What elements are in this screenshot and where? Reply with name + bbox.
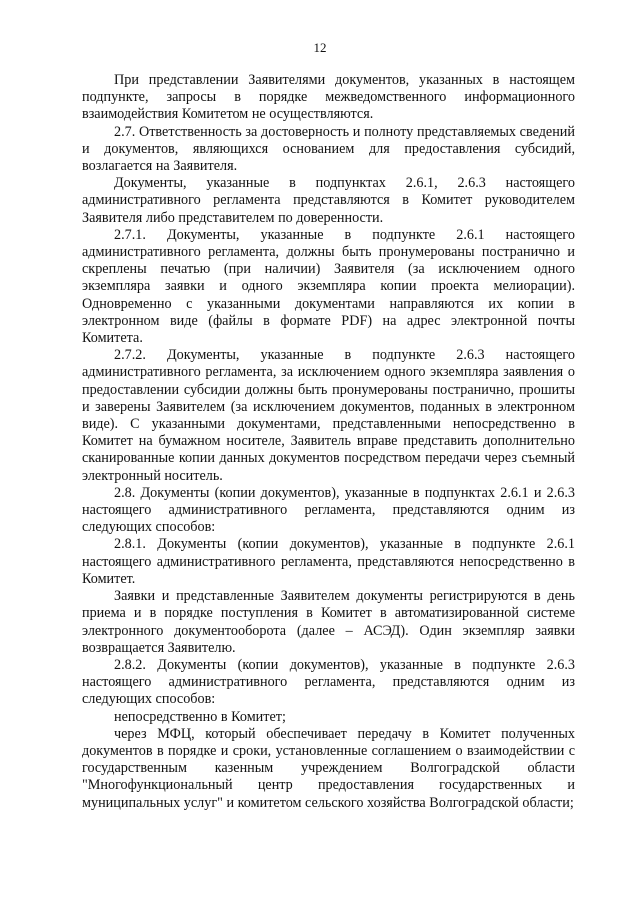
paragraph-2-7-2: 2.7.2. Документы, указанные в подпункте 2.6.3 настоящего административного регламента, за исключением одного экземпляра заявления о предоставлении субсидии должны быть пронумерованы постранично, прошиты и заверены Заявителем (за исключением документов, поданных в электронном виде). С указанными документами, представленными непосредственно в Комитет на бумажном носителе, Заявитель вправе представить дополнительно сканированные копии данных документов посредством передачи через съемный электронный носитель. (82, 347, 575, 484)
paragraph-documents-submission: Документы, указанные в подпунктах 2.6.1, 2.6.3 настоящего административного регламента представляются в Комитет руководителем Заявителя либо представителем по доверенности. (82, 175, 575, 226)
list-item-direct: непосредственно в Комитет; (114, 708, 286, 725)
page-number: 12 (313, 40, 327, 55)
paragraph-2-8-1: 2.8.1. Документы (копии документов), указанные в подпункте 2.6.1 настоящего административного регламента, представляются непосредственно в Комитет. (82, 536, 575, 587)
document-body (82, 72, 575, 812)
paragraph-2-7: 2.7. Ответственность за достоверность и полноту представляемых сведений и документов, являющихся основанием для предоставления субсидий, возлагается на Заявителя. (82, 123, 575, 175)
paragraph-2-8-2: 2.8.2. Документы (копии документов), указанные в подпункте 2.6.3 настоящего административного регламента, представляются одним из следующих способов: (82, 656, 575, 708)
paragraph-2-7-1: 2.7.1. Документы, указанные в подпункте 2.6.1 настоящего административного регламента, должны быть пронумерованы постранично и скреплены печатью (при наличии) Заявителя (за исключением одного экземпляра заявки и одного экземпляра копии проекта мелиорации). Одновременно с указанными документами направляются их копии в электронном виде (файлы в формате PDF) на адрес электронной почты Комитета. (82, 226, 575, 347)
list-item-mfc: через МФЦ, который обеспечивает передачу в Комитет полученных документов в порядке и сроки, установленные соглашением о взаимодействии с государственным казенным учреждением Волгоградской области "Многофункциональный центр предоставления государственных и муниципальных услуг" и комитетом сельского хозяйства Волгоградской области; (82, 725, 575, 811)
paragraph-2-8: 2.8. Документы (копии документов), указанные в подпунктах 2.6.1 и 2.6.3 настоящего административного регламента, представляются одним из следующих способов: (82, 484, 575, 536)
paragraph-registration: Заявки и представленные Заявителем документы регистрируются в день приема и в порядке поступления в Комитет в автоматизированной системе электронного документооборота (далее – АСЭД). Один экземпляр заявки возвращается Заявителю. (82, 588, 575, 656)
paragraph-intro: При представлении Заявителями документов, указанных в настоящем подпункте, запросы в порядке межведомственного информационного взаимодействия Комитетом не осуществляются. (82, 72, 575, 123)
